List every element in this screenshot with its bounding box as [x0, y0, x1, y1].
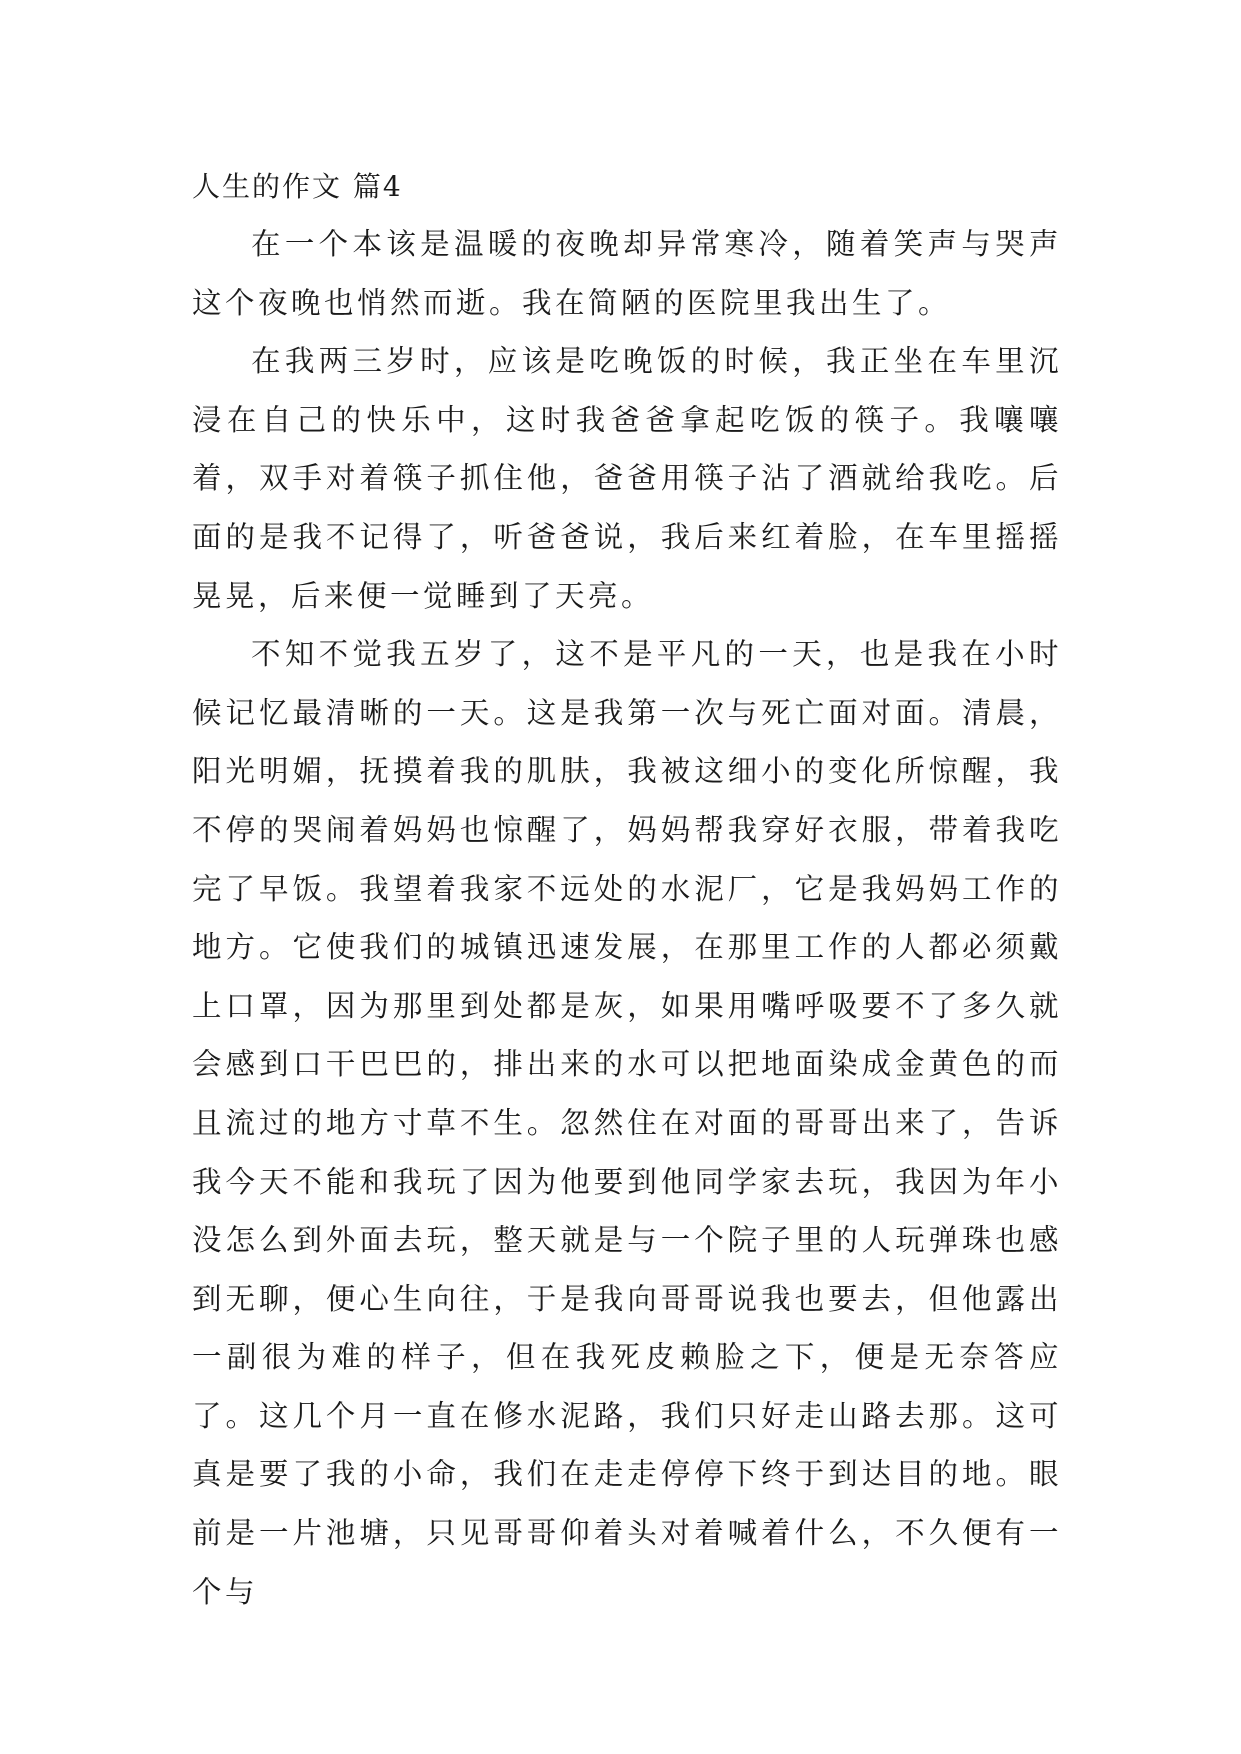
paragraph-3: 不知不觉我五岁了，这不是平凡的一天，也是我在小时候记忆最清晰的一天。这是我第一次与死亡面对面。清晨，阳光明媚，抚摸着我的肌肤，我被这细小的变化所惊醒，我不停的哭闹着妈妈也惊醒了，妈妈帮我穿好衣服，带着我吃完了早饭。我望着我家不远处的水泥厂，它是我妈妈工作的地方。它使我们的城镇迅速发展，在那里工作的人都必须戴上口罩，因为那里到处都是灰，如果用嘴呼吸要不了多久就会感到口干巴巴的，排出来的水可以把地面染成金黄色的而且流过的地方寸草不生。忽然住在对面的哥哥出来了，告诉我今天不能和我玩了因为他要到他同学家去玩，我因为年小没怎么到外面去玩，整天就是与一个院子里的人玩弹珠也感到无聊，便心生向往，于是我向哥哥说我也要去，但他露出一副很为难的样子，但在我死皮赖脸之下，便是无奈答应了。这几个月一直在修水泥路，我们只好走山路去那。这可真是要了我的小命，我们在走走停停下终于到达目的地。眼前是一片池塘，只见哥哥仰着头对着喊着什么，不久便有一个与 — [192, 637, 1062, 1609]
document-title: 人生的作文 篇4 — [192, 170, 403, 203]
paragraph-2: 在我两三岁时，应该是吃晚饭的时候，我正坐在车里沉浸在自己的快乐中，这时我爸爸拿起吃饭的筷子。我嚷嚷着，双手对着筷子抓住他，爸爸用筷子沾了酒就给我吃。后面的是我不记得了，听爸爸说，我后来红着脸，在车里摇摇晃晃，后来便一觉睡到了天亮。 — [192, 344, 1062, 613]
document-body — [192, 158, 1062, 1621]
paragraph-1: 在一个本该是温暖的夜晚却异常寒冷，随着笑声与哭声这个夜晚也悄然而逝。我在简陋的医院里我出生了。 — [192, 227, 1062, 320]
